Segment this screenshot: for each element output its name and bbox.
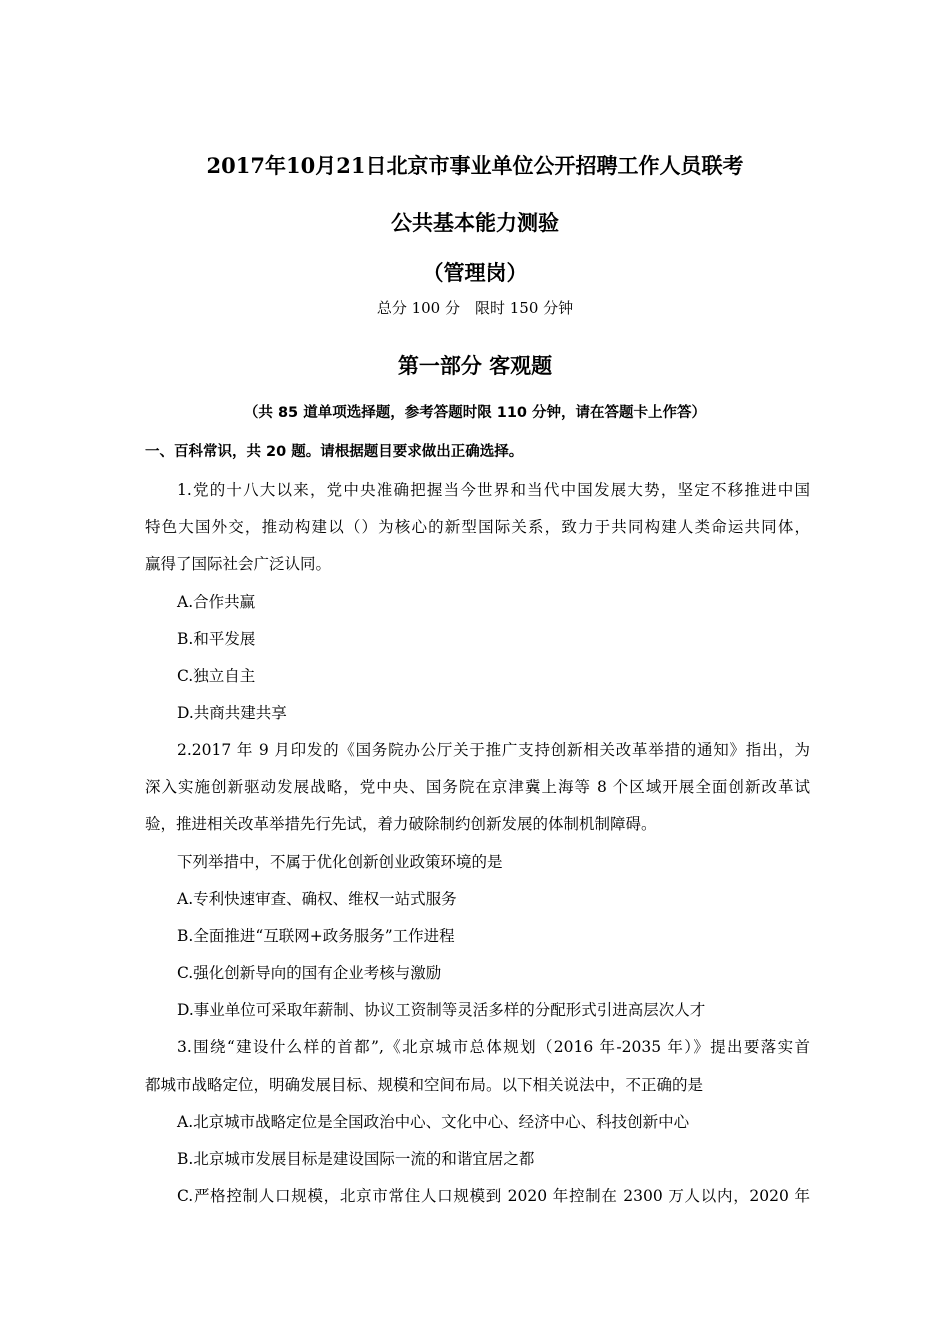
score-time-info: 总分 100 分 限时 150 分钟 xyxy=(376,299,574,317)
section-title: 一、百科常识，共 20 题。请根据题目要求做出正确选择。 xyxy=(145,444,524,460)
question-1-line-3: 赢得了国际社会广泛认同。 xyxy=(145,555,332,573)
exam-post: （管理岗） xyxy=(422,260,528,285)
exam-title: 2017年10月21日北京市事业单位公开招聘工作人员联考 xyxy=(206,153,744,178)
question-3-line-1: 3.围绕“建设什么样的首都”,《北京城市总体规划（2016 年-2035 年）》提出要落实首 xyxy=(177,1038,810,1056)
question-3-option-a: A.北京城市战略定位是全国政治中心、文化中心、经济中心、科技创新中心 xyxy=(177,1113,690,1131)
question-3-option-b: B.北京城市发展目标是建设国际一流的和谐宜居之都 xyxy=(177,1150,535,1168)
question-2-option-d: D.事业单位可采取年薪制、协议工资制等灵活多样的分配形式引进高层次人才 xyxy=(177,1001,706,1019)
exam-subject: 公共基本能力测验 xyxy=(391,210,559,235)
question-3-line-2: 都城市战略定位，明确发展目标、规模和空间布局。以下相关说法中，不正确的是 xyxy=(145,1076,704,1094)
question-2-line-3: 验，推进相关改革举措先行先试，着力破除制约创新发展的体制机制障碍。 xyxy=(145,815,657,833)
question-2-line-2: 深入实施创新驱动发展战略，党中央、国务院在京津冀上海等 8 个区域开展全面创新改革试 xyxy=(145,778,810,796)
question-2-option-c: C.强化创新导向的国有企业考核与激励 xyxy=(177,964,442,982)
question-1-option-d: D.共商共建共享 xyxy=(177,704,287,722)
question-1-option-a: A.合作共赢 xyxy=(177,593,256,611)
part-note: （共 85 道单项选择题，参考答题时限 110 分钟，请在答题卡上作答） xyxy=(243,405,707,421)
part-title: 第一部分 客观题 xyxy=(397,353,553,378)
question-2-option-b: B.全面推进“互联网+政务服务”工作进程 xyxy=(177,927,455,945)
question-2-prompt: 下列举措中，不属于优化创新创业政策环境的是 xyxy=(177,853,503,871)
question-1-option-b: B.和平发展 xyxy=(177,630,256,648)
question-3-option-c: C.严格控制人口规模，北京市常住人口规模到 2020 年控制在 2300 万人以内，2020 年 xyxy=(177,1187,810,1205)
question-2-option-a: A.专利快速审查、确权、维权一站式服务 xyxy=(177,890,457,908)
question-1-option-c: C.独立自主 xyxy=(177,667,256,685)
question-1-line-2: 特色大国外交，推动构建以（）为核心的新型国际关系，致力于共同构建人类命运共同体， xyxy=(145,518,810,536)
question-1-line-1: 1.党的十八大以来，党中央准确把握当今世界和当代中国发展大势，坚定不移推进中国 xyxy=(177,481,810,499)
question-2-line-1: 2.2017 年 9 月印发的《国务院办公厅关于推广支持创新相关改革举措的通知》指出，为 xyxy=(177,741,810,759)
